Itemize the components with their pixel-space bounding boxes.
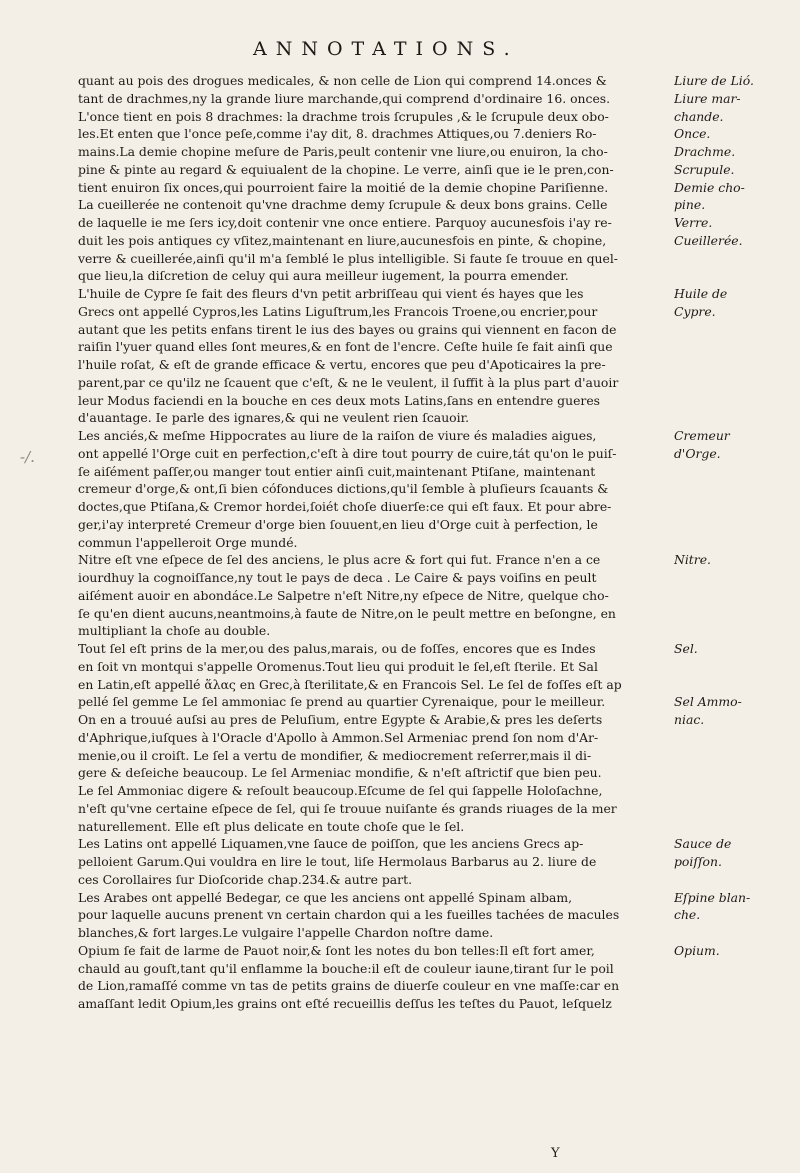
text-line: Opium ſe fait de larme de Pauot noir,& ſont les notes du bon telles:Il eſt fort amer, bbox=[78, 942, 595, 958]
margin-note: Sauce de bbox=[674, 836, 732, 852]
margin-note: Demie cho- bbox=[674, 179, 745, 195]
margin-spacer bbox=[674, 587, 784, 605]
text-line: en Latin,eſt appellé ἅλας en Grec,à ſterilitate,& en Francois Sel. Le ſel de foſſes eſt ap bbox=[78, 676, 622, 692]
text-line: L'huile de Cypre ſe fait des fleurs d'vn petit arbriſſeau qui vient és hayes que les bbox=[78, 286, 584, 301]
margin-note: Once. bbox=[674, 126, 711, 142]
margin-spacer bbox=[674, 409, 784, 427]
margin-spacer bbox=[674, 250, 784, 268]
margin-note: Liure de Lió. bbox=[674, 73, 754, 88]
signature-mark: Y bbox=[551, 1146, 560, 1161]
margin-spacer bbox=[674, 960, 784, 978]
text-line: doctes,que Ptiſana,& Cremor hordei,ſoiét choſe diuerſe:ce qui eſt faux. Et pour abre- bbox=[78, 499, 612, 514]
margin-note: Sel. bbox=[674, 641, 698, 656]
text-line: d'Aphrique,iuſques à l'Oracle d'Apollo à Ammon.Sel Armeniac prend ſon nom d'Ar- bbox=[78, 729, 599, 745]
margin-spacer bbox=[674, 374, 784, 392]
text-line: amaſſant ledit Opium,les grains ont eſté recueillis deſſus les teſtes du Pauot, leſquelz bbox=[78, 996, 612, 1011]
text-line: de Lion,ramaſſé comme vn tas de petits grains de diuerſe couleur en vne maſſe:car en bbox=[78, 978, 620, 994]
margin-spacer bbox=[674, 463, 784, 481]
text-line: autant que les petits enfans tirent le ius des bayes ou grains qui viennent en facon de bbox=[78, 321, 617, 337]
margin-spacer bbox=[674, 569, 784, 587]
text-line: Les Latins ont appellé Liquamen,vne ſauce de poiſſon, que les anciens Grecs ap- bbox=[78, 836, 584, 852]
margin-spacer bbox=[674, 658, 784, 676]
text-line: leur Modus faciendi en la bouche en ces deux mots Latins,ſans en entendre gueres bbox=[78, 392, 601, 408]
margin-spacer bbox=[674, 392, 784, 410]
margin-spacer bbox=[674, 747, 784, 765]
text-line: L'once tient en pois 8 drachmes: la drachme trois ſcrupules ,& le ſcrupule deux obo- bbox=[78, 108, 609, 124]
margin-note: Nitre. bbox=[674, 552, 711, 568]
margin-note: chande. bbox=[674, 108, 724, 124]
text-line: Les anciés,& meſme Hippocrates au liure de la raiſon de viure és maladies aigues, bbox=[78, 428, 597, 443]
text-line: ces Corollaires ſur Dioſcoride chap.234.& autre part. bbox=[78, 871, 413, 887]
margin-spacer bbox=[674, 818, 784, 836]
text-line: Tout ſel eſt prins de la mer,ou des palus,marais, ou de foſſes, encores que es Indes bbox=[78, 641, 596, 656]
body-text bbox=[78, 72, 668, 1013]
text-line: l'huile roſat, & eſt de grande efficace & vertu, encores que peu d'Apoticaires la pre- bbox=[78, 357, 606, 372]
margin-note: Huile de bbox=[674, 286, 728, 301]
text-line: On en a trouué auſsi au pres de Peluſium, entre Egypte & Arabie,& pres les deſerts bbox=[78, 712, 603, 727]
text-line: duit les pois antiques cy vſitez,maintenant en liure,aucunesfois en pinte, & chopine, bbox=[78, 232, 607, 248]
text-line: quant au pois des drogues medicales, & non celle de Lion qui comprend 14.onces & bbox=[78, 73, 607, 88]
text-line: pour laquelle aucuns prenent vn certain chardon qui a les fueilles tachées de macules bbox=[78, 907, 620, 923]
text-line: Grecs ont appellé Cypros,les Latins Liguſtrum,les Francois Troene,ou encrier,pour bbox=[78, 303, 598, 319]
margin-note: Cremeur bbox=[674, 428, 730, 443]
margin-note: che. bbox=[674, 907, 701, 923]
margin-spacer bbox=[674, 605, 784, 623]
margin-spacer bbox=[674, 498, 784, 516]
margin-note: Verre. bbox=[674, 215, 713, 230]
text-line: Les Arabes ont appellé Bedegar, ce que les anciens ont appellé Spinam albam, bbox=[78, 889, 573, 905]
text-line: ger,i'ay interpreté Cremeur d'orge bien ſouuent,en lieu d'Orge cuit à perfection, le bbox=[78, 516, 598, 532]
margin-note: Drachme. bbox=[674, 144, 736, 159]
text-line: Le ſel Ammoniac digere & reſoult beaucoup.Eſcume de ſel qui ſappelle Holoſachne, bbox=[78, 783, 603, 798]
margin-note: Cueillerée. bbox=[674, 232, 743, 248]
margin-note: Liure mar- bbox=[674, 90, 741, 106]
text-line: ſe qu'en dient aucuns,neantmoins,à faute de Nitre,on le peult mettre en beſongne, en bbox=[78, 605, 616, 621]
text-line: de laquelle ie me ſers icy,doit contenir vne once entiere. Parquoy aucunesfois i'ay re- bbox=[78, 215, 612, 230]
running-head: ANNOTATIONS. bbox=[253, 38, 519, 60]
margin-note: Scrupule. bbox=[674, 161, 735, 177]
margin-spacer bbox=[674, 516, 784, 534]
margin-spacer bbox=[674, 924, 784, 942]
margin-note: poiſſon. bbox=[674, 854, 722, 869]
margin-spacer bbox=[674, 871, 784, 889]
text-line: chauld au gouſt,tant qu'il enflamme la bouche:il eſt de couleur iaune,tirant ſur le poil bbox=[78, 960, 614, 976]
margin-spacer bbox=[674, 977, 784, 995]
margin-spacer bbox=[674, 534, 784, 552]
text-line: parent,par ce qu'ilz ne ſcauent que c'eſt, & ne le veulent, il ſuffit à la plus part d'auoir bbox=[78, 374, 619, 390]
text-line: menie,ou il croiſt. Le ſel a vertu de mondifier, & mediocrement reſerrer,mais il di- bbox=[78, 747, 592, 763]
margin-note: Eſpine blan- bbox=[674, 889, 751, 905]
text-line: raiſin l'yuer quand elles ſont meures,& en font de l'encre. Ceſte huile ſe fait ainſi que bbox=[78, 339, 613, 355]
text-line: mains.La demie chopine meſure de Paris,peult contenir vne liure,ou enuiron, la cho- bbox=[78, 144, 608, 159]
margin-spacer bbox=[674, 800, 784, 818]
margin-note: Opium. bbox=[674, 942, 720, 958]
text-line: tient enuiron ſix onces,qui pourroient faire la moitié de la demie chopine Pariſienne. bbox=[78, 179, 609, 195]
text-line: les.Et enten que l'once peſe,comme i'ay dit, 8. drachmes Attiques,ou 7.deniers Ro- bbox=[78, 126, 597, 142]
margin-spacer bbox=[674, 356, 784, 374]
text-line: ont appellé l'Orge cuit en perfection,c'eſt à dire tout pourry de cuire,tát qu'on le puiſ- bbox=[78, 445, 617, 461]
text-line: iourdhuy la cognoiſſance,ny tout le pays de deca . Le Caire & pays voiſins en peult bbox=[78, 570, 597, 585]
margin-spacer bbox=[674, 321, 784, 339]
margin-note: Sel Ammo- bbox=[674, 694, 742, 710]
margin-note: pine. bbox=[674, 197, 706, 213]
text-line: tant de drachmes,ny la grande liure marchande,qui comprend d'ordinaire 16. onces. bbox=[78, 90, 611, 106]
text-line: aiſément auoir en abondáce.Le Salpetre n'eſt Nitre,ny eſpece de Nitre, quelque cho- bbox=[78, 587, 609, 603]
text-line: verre & cueillerée,ainſi qu'il m'a ſemblé le plus intelligible. Si faute ſe trouue en quel- bbox=[78, 250, 618, 266]
margin-note: Cypre. bbox=[674, 303, 716, 319]
text-line: La cueillerée ne contenoit qu'vne drachme demy ſcrupule & deux bons grains. Celle bbox=[78, 197, 608, 213]
text-line: pine & pinte au regard & equiualent de la chopine. Le verre, ainſi que ie le pren,con- bbox=[78, 161, 614, 177]
margin-spacer bbox=[674, 622, 784, 640]
text-line: commun l'appelleroit Orge mundé. bbox=[78, 534, 298, 550]
text-line: que lieu,la diſcretion de celuy qui aura meilleur iugement, la pourra emender. bbox=[78, 268, 569, 284]
text-line: cremeur d'orge,& ont,ſi bien cófonduces dictions,qu'il ſemble à pluſieurs ſcauants & bbox=[78, 481, 609, 497]
margin-spacer bbox=[674, 764, 784, 782]
text-line: blanches,& fort larges.Le vulgaire l'appelle Chardon noſtre dame. bbox=[78, 925, 494, 940]
text-line: gere & deſeiche beaucoup. Le ſel Armeniac mondifie, & n'eſt aſtrictif que bien peu. bbox=[78, 765, 602, 781]
text-line: pelloient Garum.Qui vouldra en lire le tout, liſe Hermolaus Barbarus au 2. liure de bbox=[78, 854, 597, 869]
text-line: pellé ſel gemme Le ſel ammoniac ſe prend au quartier Cyrenaique, pour le meilleur. bbox=[78, 694, 606, 710]
margin-spacer bbox=[674, 338, 784, 356]
page bbox=[20, 30, 778, 1161]
margin-spacer bbox=[674, 267, 784, 285]
margin-spacer bbox=[674, 782, 784, 800]
margin-note: d'Orge. bbox=[674, 445, 721, 461]
margin-note: niac. bbox=[674, 712, 705, 727]
margin-spacer bbox=[674, 676, 784, 694]
margin-spacer bbox=[674, 995, 784, 1013]
text-line: n'eſt qu'vne certaine eſpece de ſel, qui ſe trouue nuiſante és grands riuages de la mer bbox=[78, 800, 617, 816]
text-line: multipliant la choſe au double. bbox=[78, 623, 271, 639]
margin-spacer bbox=[674, 729, 784, 747]
text-line: Nitre eſt vne eſpece de ſel des anciens, le plus acre & fort qui fut. France n'en a ce bbox=[78, 552, 601, 568]
text-line: ſe aiſément paſſer,ou manger tout entier ainſi cuit,maintenant Ptiſane, maintenant bbox=[78, 463, 596, 479]
text-line: naturellement. Elle eſt plus delicate en toute choſe que le ſel. bbox=[78, 818, 465, 834]
margin-spacer bbox=[674, 480, 784, 498]
pencil-mark: -/. bbox=[20, 448, 35, 466]
margin-notes bbox=[674, 72, 784, 1013]
text-line: d'auantage. Ie parle des ignares,& qui ne veulent rien ſcauoir. bbox=[78, 410, 470, 426]
text-line: en ſoit vn montqui s'appelle Oromenus.Tout lieu qui produit le ſel,eſt ſterile. Et Sal bbox=[78, 658, 598, 674]
